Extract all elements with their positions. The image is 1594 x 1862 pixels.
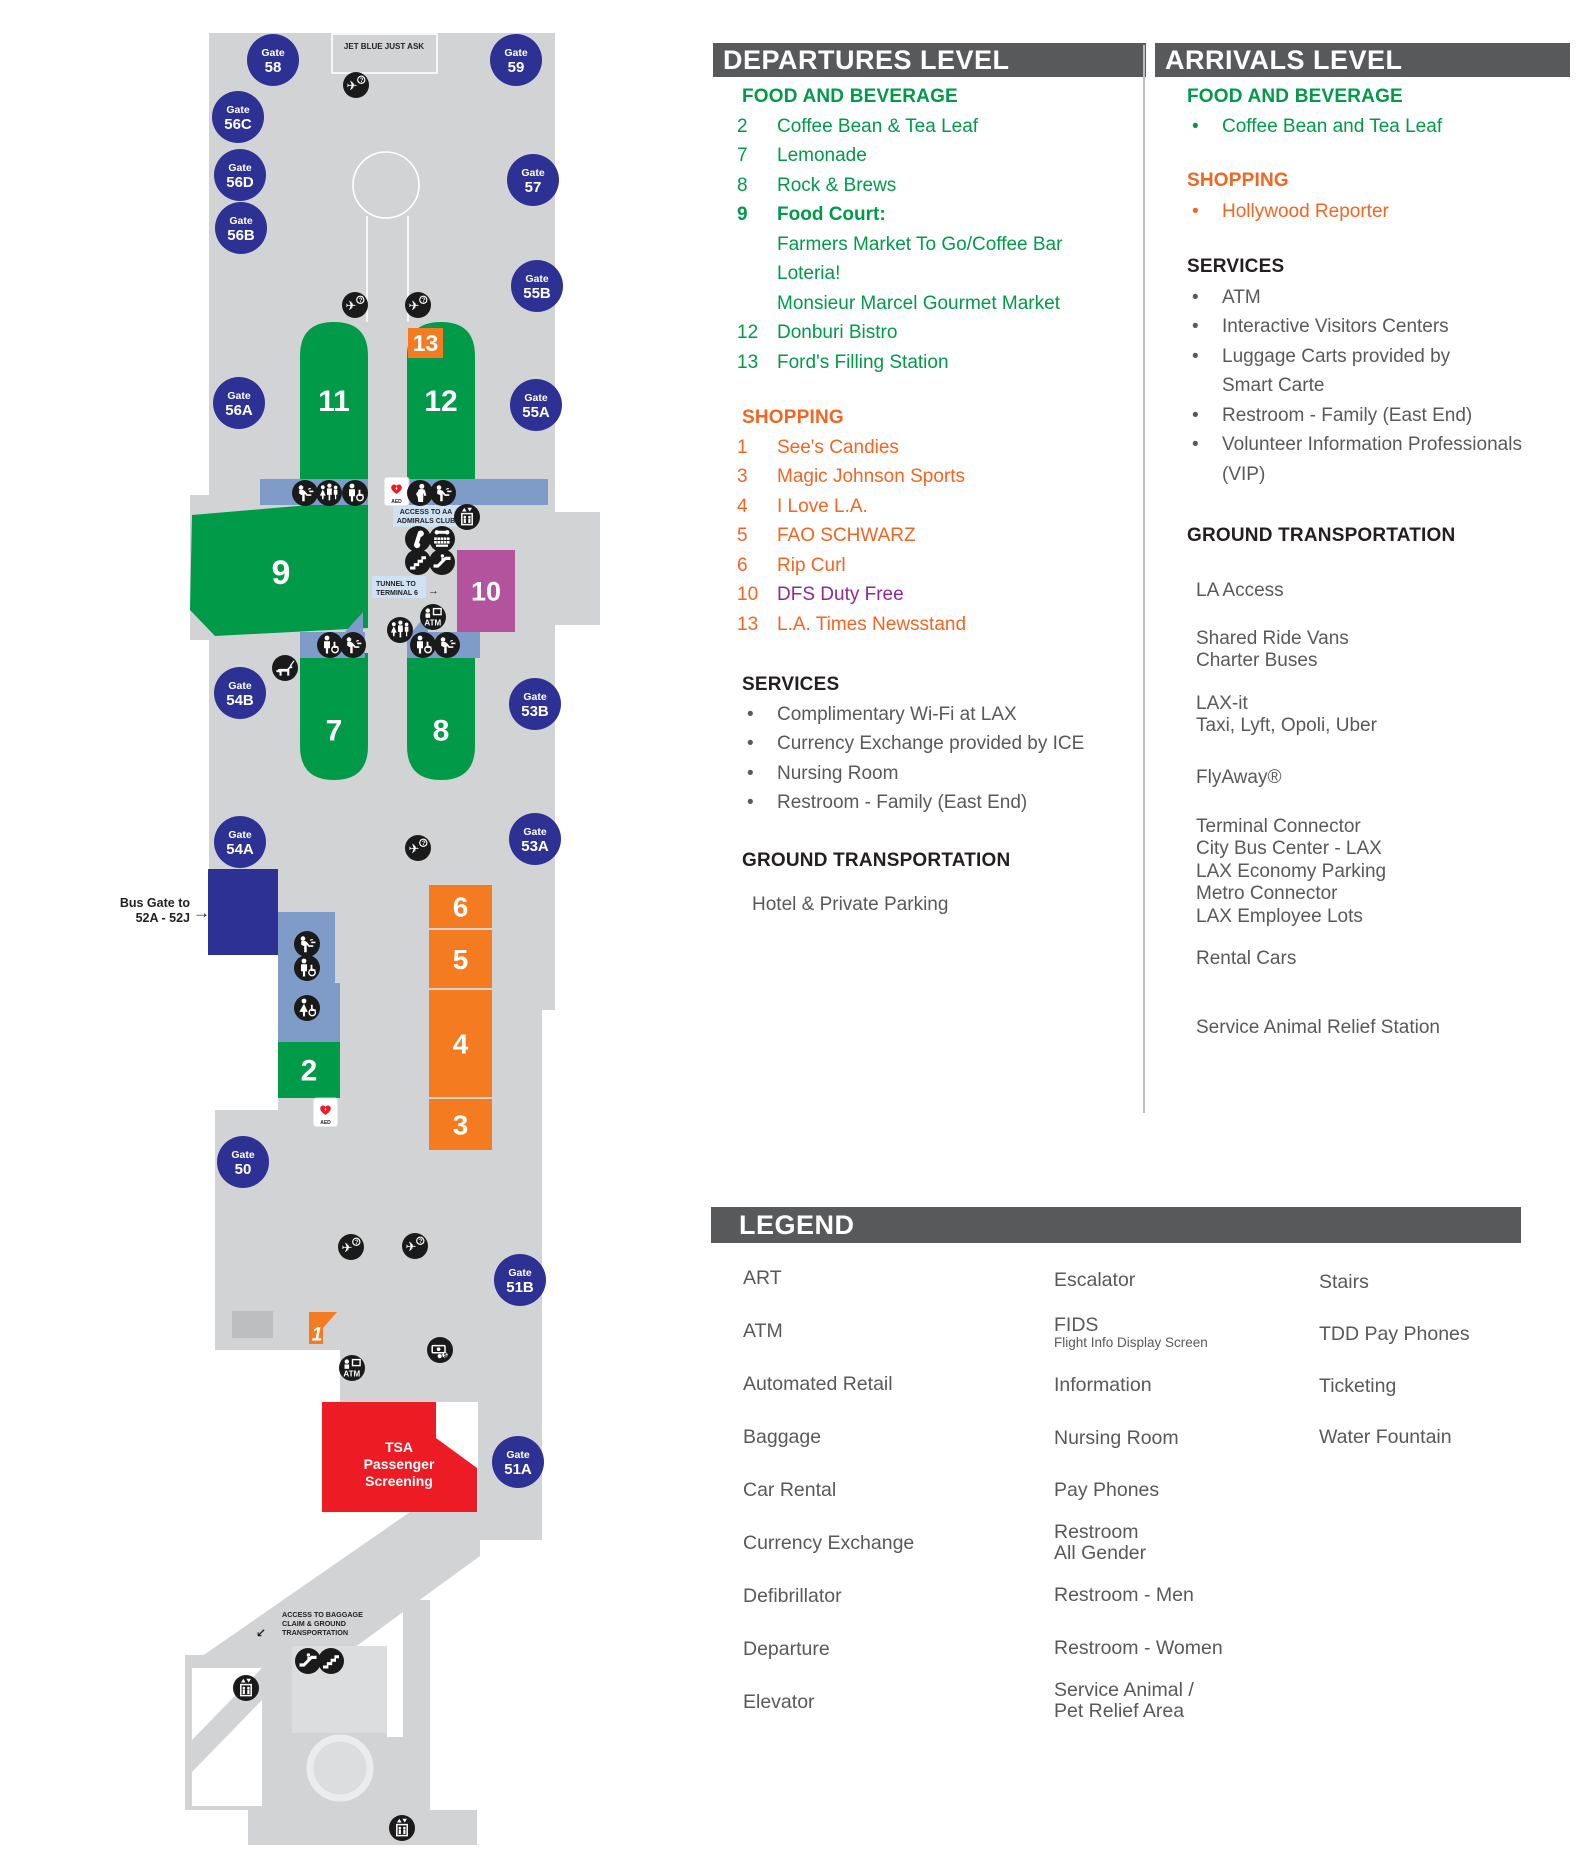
item-number: 7 [737,145,748,167]
svg-text:54A: 54A [226,841,254,858]
restroom-men-icon [317,632,343,658]
legend-item-fids [1048,1307,1223,1360]
legend-item-restroom-men [1048,1570,1223,1623]
item-number: 4 [737,495,748,517]
legend-item-pay-phones [1048,1464,1223,1517]
transport-row [1182,566,1440,616]
item-number: 13 [737,351,759,373]
item-label: Lemonade [777,145,867,167]
svg-text:54B: 54B [226,692,254,709]
legend-label: ATM [743,1320,783,1342]
area-label-5: 5 [452,943,469,975]
item-number: 8 [737,174,748,196]
fids-icon [402,1233,428,1259]
legend-item-water-fountain [1313,1412,1470,1464]
departures-shopping-list [737,433,966,640]
legend-label: TDD Pay Phones [1319,1323,1470,1346]
legend-sublabel: Flight Info Display Screen [1054,1335,1208,1351]
svg-text:Gate: Gate [508,1267,532,1279]
legend-item-stairs [1313,1257,1470,1309]
svg-text:59: 59 [507,59,525,76]
transport-label: Terminal Connector [1196,816,1361,837]
legend-label: Restroom - Women [1054,1636,1223,1659]
transport-label: LAX Economy Parking [1196,860,1387,882]
legend-label: Automated Retail [743,1373,893,1395]
transport-label: FlyAway® [1196,766,1282,788]
item-number: 6 [737,554,748,576]
water-fountain-icon [430,480,456,506]
departures-transport-title: GROUND TRANSPORTATION [742,850,1011,871]
list-item [1182,197,1389,227]
area-label-4: 4 [452,1028,469,1060]
list-item [737,759,1084,789]
svg-text:55B: 55B [523,285,551,302]
transport-label: Service Animal Relief Station [1196,1016,1440,1038]
transport-label: LAX Employee Lots [1196,905,1363,927]
item-label: Rip Curl [777,554,846,576]
arrow-right-icon: → [428,585,439,597]
legend-item-tdd-pay-phones [1313,1309,1470,1361]
item-label: Nursing Room [777,762,899,784]
gate-55B [511,260,563,312]
area-label-12: 12 [424,385,458,418]
admirals-label-line2: ADMIRALS CLUB [396,518,456,525]
bullet: • [1192,316,1199,338]
svg-text:56D: 56D [226,174,254,191]
list-item [737,171,1062,201]
item-label: FAO SCHWARZ [777,525,916,547]
list-item [737,433,966,463]
tunnel-label-line1: TUNNEL TO [376,581,416,588]
legend-label: Pay Phones [1054,1479,1160,1502]
item-label: I Love L.A. [777,495,868,517]
legend-label: Departure [743,1638,830,1660]
transport-row [1182,753,1440,803]
legend-label: Stairs [1319,1271,1369,1294]
gate-56B [215,202,267,254]
list-item [737,112,1062,142]
atm-icon [420,604,446,630]
gate-58 [247,34,299,86]
baggage-access-line2: CLAIM & GROUND [282,1619,346,1628]
svg-text:Gate: Gate [524,392,548,404]
legend-item-service-animal [1048,1675,1223,1728]
legend-item-nursing-room [1048,1412,1223,1465]
transport-label: LAX-it [1196,692,1248,714]
transport-label: Charter Buses [1196,650,1318,671]
svg-text:58: 58 [264,59,282,76]
legend-label: Restroom - Men [1054,1584,1194,1607]
gate-56A [213,377,265,429]
item-number: 13 [737,613,759,635]
svg-text:Gate: Gate [523,826,547,838]
legend-label: Water Fountain [1319,1426,1452,1449]
bullet: • [1192,286,1199,308]
transport-label: Metro Connector [1196,883,1338,905]
column-divider [1143,45,1145,1113]
legend-item-restroom-all-gender [1048,1517,1223,1570]
gate-50 [217,1136,269,1188]
fids-icon [342,292,368,318]
water-fountain-icon [434,632,460,658]
tsa-label-line3: Screening [365,1473,433,1489]
fids-icon [338,1234,364,1260]
escalator-icon [429,549,455,575]
item-number: 3 [737,466,748,488]
bullet: • [1192,434,1199,456]
legend-label: Car Rental [743,1479,837,1501]
legend-label: Nursing Room [1054,1426,1179,1449]
gate-54A [214,816,266,868]
tsa-label-line2: Passenger [363,1456,435,1472]
item-label: Interactive Visitors Centers [1222,316,1449,338]
item-label: Rock & Brews [777,174,897,196]
item-label: Food Court: [777,204,886,226]
svg-text:56C: 56C [224,116,252,133]
transport-label: Rental Cars [1196,947,1297,969]
svg-text:Gate: Gate [226,104,250,116]
restroom-women-icon [294,995,320,1021]
legend-column-2 [1048,1254,1223,1727]
area-label-6: 6 [452,891,469,923]
item-label: Donburi Bistro [777,322,898,344]
legend-label: Defibrillator [743,1585,842,1607]
svg-text:Gate: Gate [228,162,252,174]
item-number: 5 [737,525,748,547]
departures-food-title: FOOD AND BEVERAGE [742,86,958,107]
svg-text:56A: 56A [225,402,253,419]
legend-item-elevator [737,1676,914,1729]
transport-row [1182,934,1440,984]
gate-57 [507,154,559,206]
svg-text:Gate: Gate [231,1149,255,1161]
legend-label: Escalator [1054,1268,1136,1291]
legend-item-currency-exchange [737,1517,914,1570]
transport-label: LA Access [1196,579,1284,601]
list-item [1182,372,1522,402]
item-label: L.A. Times Newsstand [777,613,967,635]
arrivals-header-bar [1155,43,1570,77]
legend-item-information [1048,1359,1223,1412]
aed-marker [384,477,409,506]
list-item [1182,283,1522,313]
bullet: • [1192,115,1199,137]
list-item [1182,460,1522,490]
stairs-icon [405,549,431,575]
svg-text:Gate: Gate [506,1449,530,1461]
gate-56D [214,149,266,201]
area-label-2: 2 [300,1054,318,1088]
escalator-icon [295,1648,321,1674]
svg-text:Gate: Gate [229,215,253,227]
elevator-icon [454,504,480,530]
bus-gate-block [208,869,278,955]
list-item [737,142,1062,172]
elevator-icon [389,1815,415,1841]
item-label: Coffee Bean & Tea Leaf [777,115,979,137]
list-item [737,319,1062,349]
legend-label: Pet Relief Area [1054,1700,1185,1723]
aed-label: AED [391,499,402,505]
item-label: Currency Exchange provided by ICE [777,733,1085,755]
legend-column-1 [737,1252,914,1729]
fids-icon [405,292,431,318]
legend-column-3 [1313,1257,1470,1464]
arrivals-food-title: FOOD AND BEVERAGE [1187,86,1403,107]
area-label-10: 10 [470,576,502,607]
baggage-access-line3: TRANSPORTATION [282,1628,349,1637]
departures-shopping-title: SHOPPING [742,407,844,428]
list-item [737,700,1084,730]
list-item [737,260,1062,290]
item-number: 12 [737,322,759,344]
item-number: 1 [737,436,748,458]
gate-51B [494,1254,546,1306]
bullet: • [747,762,754,784]
arrivals-services-list [1182,283,1522,490]
svg-text:50: 50 [234,1161,252,1178]
transport-label: Hotel & Private Parking [752,893,949,915]
transport-label: Taxi, Lyft, Opoli, Uber [1196,715,1377,736]
list-item [1182,401,1522,431]
departures-transport-list [742,886,948,924]
fids-icon [343,72,369,98]
gate-53A [509,813,561,865]
legend-label: ART [743,1267,782,1289]
list-item [737,522,966,552]
list-item [737,610,966,640]
departures-title: DEPARTURES LEVEL [723,44,1010,75]
list-item [737,551,966,581]
arrivals-title: ARRIVALS LEVEL [1165,44,1403,75]
stairs-icon [318,1648,344,1674]
legend-item-ticketing [1313,1360,1470,1412]
item-label: Hollywood Reporter [1222,200,1389,222]
gate-56C [212,91,264,143]
svg-text:51B: 51B [506,1279,534,1296]
restroom-all-gender-icon [387,617,413,643]
item-label: See's Candies [777,436,899,458]
item-number: 9 [737,204,748,226]
legend-item-defibrillator [737,1570,914,1623]
bullet: • [747,733,754,755]
departures-header-bar [713,43,1146,77]
bus-gate-label-line1: Bus Gate to [119,896,190,910]
list-item [737,463,966,493]
area-label-3: 3 [452,1109,469,1141]
legend-label: FIDS [1054,1314,1099,1337]
bullet: • [1192,345,1199,367]
bullet: • [747,792,754,814]
departures-services-title: SERVICES [742,674,840,695]
tunnel-label-line2: TERMINAL 6 [376,590,418,597]
admirals-label-line1: ACCESS TO AA [399,509,453,516]
legend-title: LEGEND [739,1209,855,1240]
arrivals-shopping-list [1182,197,1389,227]
tsa-label-line1: TSA [385,1439,413,1455]
aed-marker [313,1098,338,1127]
gate-51A [492,1436,544,1488]
legend-item-atm [737,1305,914,1358]
legend-item-art [737,1252,914,1305]
item-label: Complimentary Wi-Fi at LAX [777,703,1017,725]
nursing-room-icon [407,480,433,506]
svg-text:53A: 53A [521,838,549,855]
svg-text:53B: 53B [521,703,549,720]
transport-row [1182,1003,1440,1053]
aed-label: AED [320,1120,331,1126]
item-label: Smart Carte [1222,375,1325,397]
area-label-7: 7 [325,714,343,748]
item-label: Restroom - Family (East End) [1222,404,1473,426]
legend-label: Currency Exchange [743,1532,915,1554]
gate-53B [509,678,561,730]
svg-text:55A: 55A [522,404,550,421]
area-label-11: 11 [318,385,350,418]
item-label: Coffee Bean and Tea Leaf [1222,115,1443,137]
item-number: 2 [737,115,748,137]
item-label: Magic Johnson Sports [777,466,965,488]
arrow-southwest-icon: ↙ [255,1626,266,1640]
water-fountain-icon [292,480,318,506]
gate-55A [510,379,562,431]
svg-text:56B: 56B [227,227,255,244]
terminal-map [0,0,600,1862]
departures-services-list [737,700,1084,818]
departures-food-list [737,112,1062,378]
svg-text:Gate: Gate [504,47,528,59]
currency-exchange-icon [427,1337,453,1363]
pay-phones-icon [405,526,431,552]
legend-label: Information [1054,1373,1152,1396]
legend-label: Baggage [743,1426,822,1448]
transport-label: City Bus Center - LAX [1196,838,1382,860]
legend-header-bar [711,1207,1521,1243]
legend-item-departure [737,1623,914,1676]
svg-text:51A: 51A [504,1461,532,1478]
arrivals-shopping-title: SHOPPING [1187,170,1289,191]
svg-text:Gate: Gate [227,390,251,402]
fids-icon [405,835,431,861]
bullet: • [1192,200,1199,222]
arrivals-services-title: SERVICES [1187,256,1285,277]
tdd-pay-phones-icon [429,526,455,552]
jetblue-label: JET BLUE JUST ASK [343,42,425,51]
transport-row [742,886,948,924]
transport-row [1182,690,1440,740]
legend-label: Service Animal / [1054,1679,1194,1702]
area-label-8: 8 [432,714,450,748]
legend-label: All Gender [1054,1542,1147,1565]
arrivals-transport-list [1182,566,1440,1053]
list-item [737,348,1062,378]
svg-text:Gate: Gate [525,273,549,285]
elevator-icon [233,1675,259,1701]
list-item [737,789,1084,819]
atm-icon [339,1355,365,1381]
list-item [737,492,966,522]
bullet: • [747,703,754,725]
area-label-9: 9 [271,553,291,592]
legend-item-car-rental [737,1464,914,1517]
list-item [1182,431,1522,461]
legend-item-restroom-women [1048,1622,1223,1675]
arrow-right-icon: → [193,903,210,922]
baggage-access-line1: ACCESS TO BAGGAGE [282,1610,363,1619]
restroom-all-gender-icon [316,480,342,506]
list-item [737,581,966,611]
arrivals-food-list [1182,112,1442,142]
svg-text:Gate: Gate [228,680,252,692]
area-label-1: 1 [311,1324,323,1346]
list-item [1182,342,1522,372]
item-label: Monsieur Marcel Gourmet Market [777,292,1060,314]
item-label: DFS Duty Free [777,584,904,606]
legend-label: Restroom [1054,1521,1139,1544]
restroom-men-icon [342,480,368,506]
svg-text:57: 57 [524,179,542,196]
item-label: Volunteer Information Professionals [1222,434,1522,456]
item-label: (VIP) [1222,463,1266,485]
restroom-men-icon [294,955,320,981]
water-fountain-icon [340,632,366,658]
legend-item-escalator [1048,1254,1223,1307]
transport-label: Shared Ride Vans [1196,627,1349,649]
svg-text:Gate: Gate [521,167,545,179]
list-item [737,289,1062,319]
arrivals-transport-title: GROUND TRANSPORTATION [1187,525,1456,546]
list-item [737,201,1062,231]
item-label: ATM [1222,286,1261,308]
area-label-13: 13 [412,330,439,357]
svg-text:Gate: Gate [261,47,285,59]
svg-text:Gate: Gate [523,691,547,703]
bullet: • [1192,404,1199,426]
item-label: Farmers Market To Go/Coffee Bar [777,233,1063,255]
gate-59 [490,34,542,86]
list-item [1182,112,1442,142]
legend-item-automated-retail [737,1358,914,1411]
transport-row [1182,625,1440,675]
list-item [1182,313,1522,343]
transport-row [1182,816,1440,928]
item-label: Ford's Filling Station [777,351,949,373]
water-fountain-icon [294,931,320,957]
gate-54B [214,667,266,719]
restroom-men-icon [410,632,436,658]
list-item [737,230,1062,260]
item-number: 10 [737,584,759,606]
svg-text:Gate: Gate [228,829,252,841]
legend-item-baggage [737,1411,914,1464]
service-animal-icon [272,655,298,681]
legend-label: Elevator [743,1691,815,1713]
bus-gate-label-line2: 52A - 52J [135,911,190,925]
item-label: Luggage Carts provided by [1222,345,1451,367]
list-item [737,730,1084,760]
item-label: Restroom - Family (East End) [777,792,1028,814]
item-label: Loteria! [777,263,841,285]
legend-label: Ticketing [1319,1374,1397,1397]
